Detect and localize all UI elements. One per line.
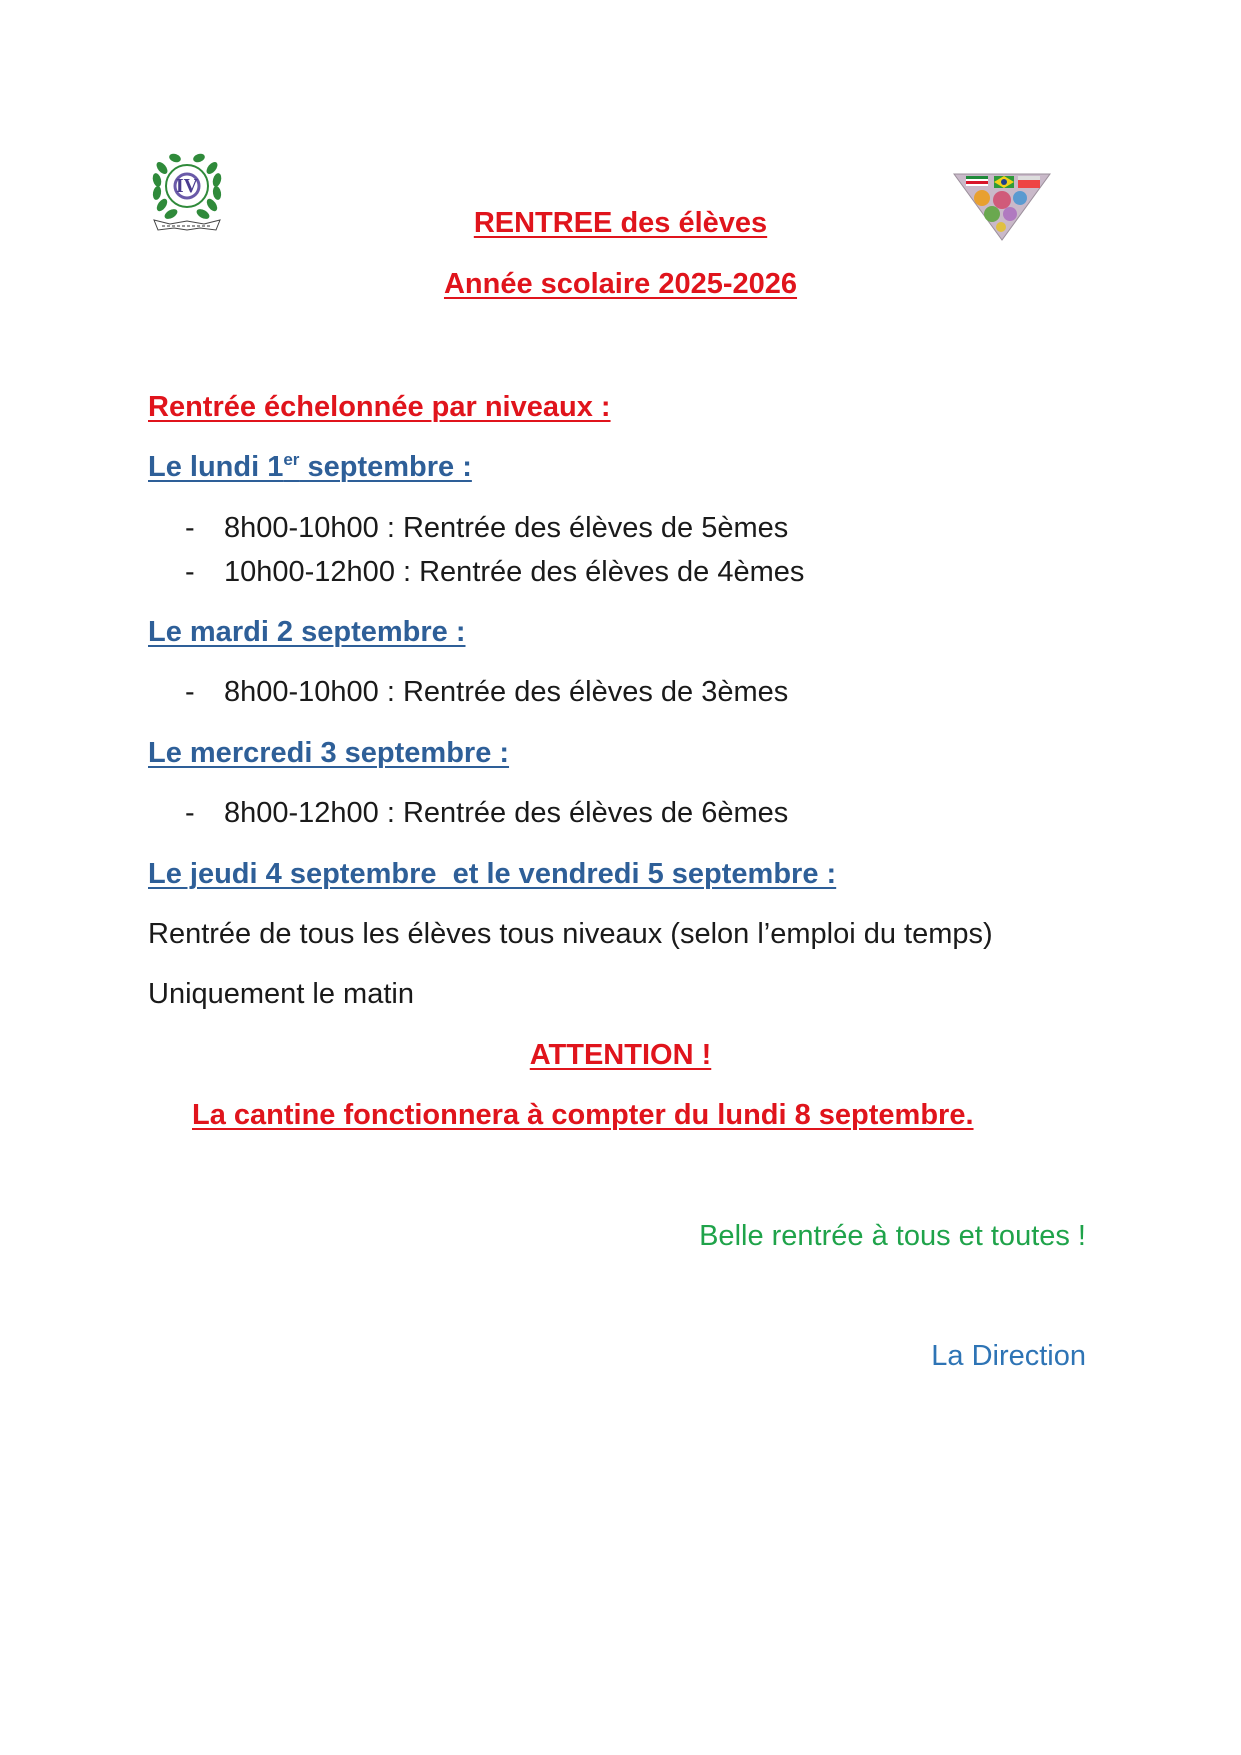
page-title: RENTREE des élèves bbox=[473, 207, 768, 239]
bullet-dash: - bbox=[185, 512, 195, 544]
notice-title: ATTENTION ! bbox=[529, 1039, 712, 1071]
bullet-dash: - bbox=[185, 556, 195, 588]
day-heading-thursday-friday bbox=[148, 856, 836, 892]
day-heading-thursday-friday-label: Le jeudi 4 septembre et le vendredi 5 septembre : bbox=[148, 858, 837, 890]
all-levels-line-2: Uniquement le matin bbox=[148, 978, 414, 1010]
notice-text-line bbox=[192, 1097, 974, 1133]
day-heading-tuesday bbox=[148, 614, 466, 650]
school-year-title: Année scolaire 2025-2026 bbox=[443, 268, 798, 300]
bullet-dash: - bbox=[185, 676, 195, 708]
monday-label-sup: er bbox=[283, 450, 300, 469]
closing-greeting: Belle rentrée à tous et toutes ! bbox=[699, 1220, 1086, 1252]
day-heading-wednesday-label: Le mercredi 3 septembre : bbox=[148, 737, 510, 769]
all-levels-line-1: Rentrée de tous les élèves tous niveaux (selon l’emploi du temps) bbox=[148, 918, 993, 950]
day-heading-wednesday bbox=[148, 735, 509, 771]
title-line-2 bbox=[0, 266, 1241, 302]
notice-text: La cantine fonctionnera à compter du lundi 8 septembre. bbox=[192, 1099, 974, 1131]
list-item: 8h00-10h00 : Rentrée des élèves de 3èmes bbox=[224, 676, 789, 708]
section-heading: Rentrée échelonnée par niveaux : bbox=[148, 391, 611, 423]
list-item: 8h00-10h00 : Rentrée des élèves de 5èmes bbox=[224, 512, 789, 544]
day-heading-tuesday-label: Le mardi 2 septembre : bbox=[148, 616, 466, 648]
list-item: 10h00-12h00 : Rentrée des élèves de 4èmes bbox=[224, 556, 805, 588]
bullet-dash: - bbox=[185, 797, 195, 829]
title-line-1 bbox=[0, 205, 1241, 241]
signature: La Direction bbox=[931, 1340, 1086, 1372]
day-heading-monday-label bbox=[148, 451, 472, 483]
section-heading-line bbox=[148, 389, 611, 425]
logo-left-text: IV bbox=[175, 175, 199, 197]
day-heading-monday bbox=[148, 449, 472, 485]
monday-label-post: septembre : bbox=[299, 451, 472, 483]
list-item: 8h00-12h00 : Rentrée des élèves de 6èmes bbox=[224, 797, 789, 829]
notice-title-line bbox=[0, 1037, 1241, 1073]
monday-label-pre: Le lundi 1 bbox=[148, 451, 284, 483]
